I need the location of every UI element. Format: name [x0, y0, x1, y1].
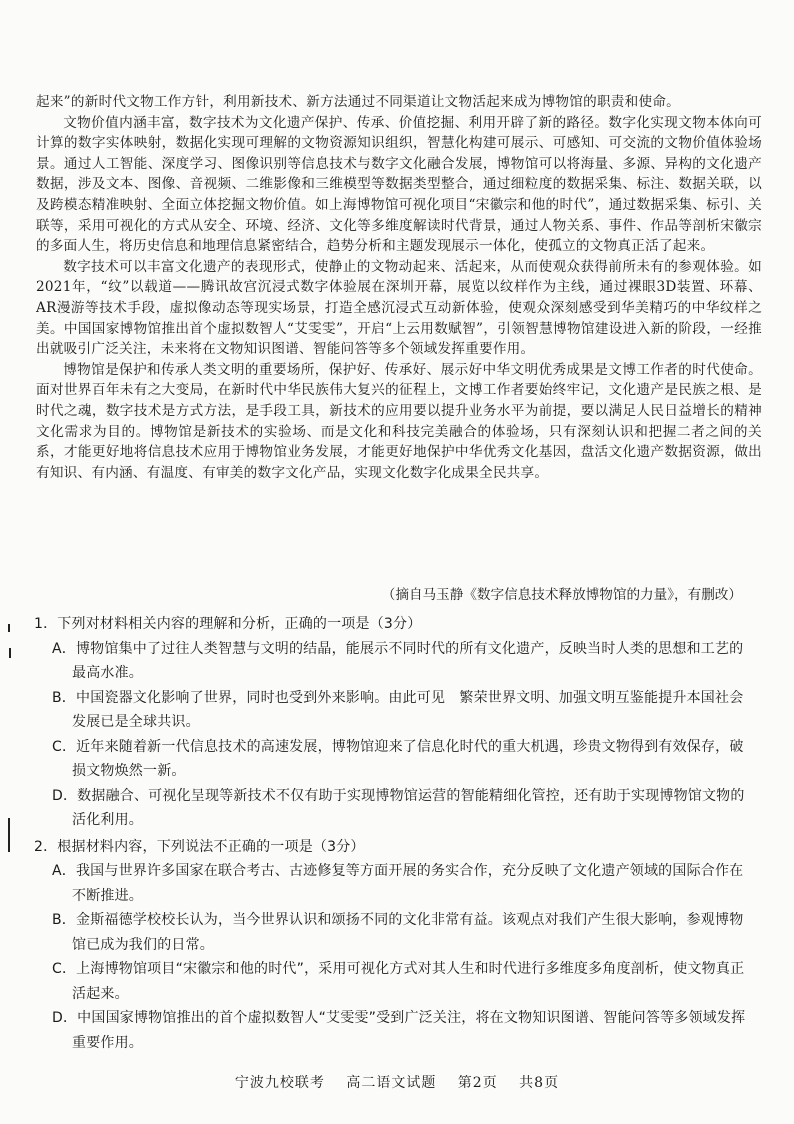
question-1 [34, 612, 756, 833]
footer-total-pages: 共8页 [519, 1075, 560, 1091]
question-stem: 1．下列对材料相关内容的理解和分析，正确的一项是（3分） [34, 616, 422, 632]
page-footer [0, 1072, 794, 1092]
passage-paragraph-3: 数字技术可以丰富文化遗产的表现形式，使静止的文物动起来、活起来，从而使观众获得前所未有的参观体验。如2021年，“纹”以载道——腾讯故宫沉浸式数字体验展在深圳开幕，展览以纹样作为主线，通过裸眼3D装置、环幕、AR漫游等技术手段，虚拟像动态等现实场景，打造全感沉浸式互动新体验，使观众深刻感受到华美精巧的中华纹样之美。中国国家博物馆推出首个虚拟数智人“艾雯雯”，开启“上云用数赋智”，引领智慧博物馆建设进入新的阶段，一经推出就吸引广泛关注，未来将在文物知识图谱、智能问答等多个领域发挥重要作用。 [36, 258, 762, 358]
question-2 [34, 835, 756, 1056]
passage-paragraph-4: 博物馆是保护和传承人类文明的重要场所，保护好、传承好、展示好中华文明优秀成果是文博工作者的时代使命。面对世界百年未有之大变局，在新时代中华民族伟大复兴的征程上，文博工作者要始终牢记，文化遗产是民族之根、是时代之魂，数字技术是方式方法，是手段工具，新技术的应用要以提升业务水平为前提，要以满足人民日益增长的精神文化需求为目的。博物馆是新技术的实验场、而是文化和科技完美融合的体验场，只有深刻认识和把握二者之间的关系，才能更好地将信息技术应用于博物馆业务发展，才能更好地保护中华优秀文化基因，盘活文化遗产数据资源，做出有知识、有内涵、有温度、有审美的数字文化产品，实现文化数字化成果全民共享。 [36, 361, 762, 481]
option-c: C．近年来随着新一代信息技术的高速发展，博物馆迎来了信息化时代的重大机遇，珍贵文物得到有效保存，破损文物焕然一新。 [52, 738, 744, 779]
option-c: C．上海博物馆项目“宋徽宗和他的时代”，采用可视化方式对其人生和时代进行多维度多角度剖析，使文物真正活起来。 [52, 961, 745, 1002]
question-section [34, 612, 756, 1057]
option-b: B．中国瓷器文化影响了世界，同时也受到外来影响。由此可见 繁荣世界文明、加强文明互鉴能提升本国社会发展已是全球共识。 [52, 689, 744, 730]
question-stem: 2．根据材料内容，下列说法不正确的一项是（3分） [34, 838, 365, 855]
reading-passage [36, 92, 762, 483]
passage-paragraph-1: 起来”的新时代文物工作方针，利用新技术、新方法通过不同渠道让文物活起来成为博物馆的职责和使命。 [36, 94, 681, 110]
passage-source: （摘自马玉静《数字信息技术释放博物馆的力量》，有删改） [381, 587, 742, 603]
scan-mark [9, 648, 11, 658]
option-d: D．数据融合、可视化呈现等新技术不仅有助于实现博物馆运营的智能精细化管控，还有助于实现博物馆文物的活化利用。 [52, 787, 745, 828]
option-a: A．博物馆集中了过往人类智慧与文明的结晶，能展示不同时代的所有文化遗产，反映当时人类的思想和工艺的最高水准。 [52, 640, 744, 681]
option-d: D．中国国家博物馆推出的首个虚拟数智人“艾雯雯”受到广泛关注，将在文物知识图谱、智能问答等多领域发挥重要作用。 [52, 1010, 746, 1051]
footer-exam-name: 宁波九校联考 [234, 1075, 325, 1091]
footer-page-number: 第2页 [457, 1075, 498, 1091]
option-a: A．我国与世界许多国家在联合考古、古迹修复等方面开展的务实合作，充分反映了文化遗产领域的国际合作在不断推进。 [52, 863, 744, 904]
passage-paragraph-2: 文物价值内涵丰富，数字技术为文化遗产保护、传承、价值挖掘、利用开辟了新的路径。数字化实现文物本体向可计算的数字实体映射，数据化实现可理解的文物资源知识组织，智慧化构建可展示、可感知、可交流的文物价值体验场景。通过人工智能、深度学习、图像识别等信息技术与数字文化融合发展，博物馆可以将海量、多源、异构的文化遗产数据，涉及文本、图像、音视频、二维影像和三维模型等数据类型整合，通过细粒度的数据采集、标注、数据关联，以及跨模态精准映射、全面立体挖掘文物价值。如上海博物馆可视化项目“宋徽宗和他的时代”，通过数据采集、标引、关联等，采用可视化的方式从安全、环境、经济、文化等多维度解读时代背景，通过人物关系、事件、作品等剖析宋徽宗的多面人生，将历史信息和地理信息紧密结合，趋势分析和主题发现展示一体化，使孤立的文物真正活了起来。 [36, 114, 762, 255]
footer-subject: 高二语文试题 [346, 1075, 437, 1091]
option-b: B．金斯福德学校校长认为，当今世界认识和颂扬不同的文化非常有益。该观点对我们产生很大影响，参观博物馆已成为我们的日常。 [52, 912, 744, 953]
scan-mark [8, 818, 10, 852]
scan-mark [8, 624, 10, 632]
